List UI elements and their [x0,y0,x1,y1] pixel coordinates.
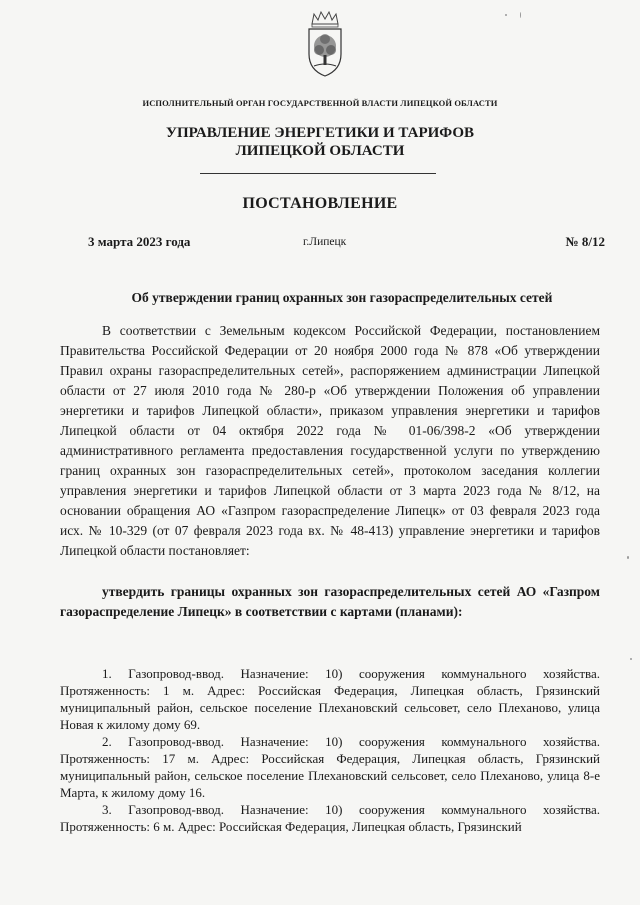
items-list [60,665,600,835]
scan-speck [505,14,507,16]
scan-speck [520,12,521,18]
list-item: 3. Газопровод-ввод. Назначение: 10) сооружения коммунального хозяйства. Протяженность: 6 м. Адрес: Российская Федерация, Липецкая область, Грязинский [60,802,600,834]
document-city: г.Липецк [303,236,347,248]
coat-of-arms-icon [304,8,346,80]
department-title-line2: ЛИПЕЦКОЙ ОБЛАСТИ [235,143,405,159]
department-title [0,124,640,160]
list-item: 1. Газопровод-ввод. Назначение: 10) сооружения коммунального хозяйства. Протяженность: 1 м. Адрес: Российская Федерация, Липецкая область, Грязинский муниципальный район, сельское поселение Плехановский сельсовет, село Плеханово, улица Новая к жилому дому 69. [60,666,600,732]
scan-speck [627,556,629,559]
preamble-paragraph: В соответствии с Земельным кодексом Российской Федерации, постановлением Правительства Российской Федерации от 20 ноября 2000 года № 878 «Об утверждении Правил охраны газораспределительных сетей», распоряжением администрации Липецкой области от 27 июля 2010 года № 280-р «Об утверждении Положения об управлении энергетики и тарифов Липецкой области», приказом управления энергетики и тарифов Липецкой области от 04 октября 2022 года № 01-06/398-2 «Об утверждении административного регламента предоставления государственной услуги по утверждению границ охранных зон газораспределительных сетей», протоколом заседания коллегии управления энергетики и тарифов Липецкой области от 3 марта 2023 года № 8/12, на основании обращения АО «Газпром газораспределение Липецк» от 03 февраля 2023 года исх. № 10-329 (от 07 февраля 2023 года вх. № 48-413) управление энергетики и тарифов Липецкой области постановляет: [60,323,600,558]
decree-paragraph: утвердить границы охранных зон газораспределительных сетей АО «Газпром газораспределение Липецк» в соответствии с картами (планами): [60,584,600,619]
department-title-line1: УПРАВЛЕНИЕ ЭНЕРГЕТИКИ И ТАРИФОВ [165,125,475,141]
document-subject: Об утверждении границ охранных зон газораспределительных сетей [131,290,553,305]
document-date: 3 марта 2023 года [88,234,191,249]
header-divider [200,173,436,174]
document-type: ПОСТАНОВЛЕНИЕ [242,195,398,212]
scan-speck [630,658,632,660]
list-item: 2. Газопровод-ввод. Назначение: 10) сооружения коммунального хозяйства. Протяженность: 17 м. Адрес: Российская Федерация, Липецкая область, Грязинский муниципальный район, сельское поселение Плехановский сельсовет, село Плеханово, улица 8-е Марта, к жилому дому 16. [60,734,600,800]
document-number: № 8/12 [565,234,605,249]
org-line: ИСПОЛНИТЕЛЬНЫЙ ОРГАН ГОСУДАРСТВЕННОЙ ВЛАСТИ ЛИПЕЦКОЙ ОБЛАСТИ [142,98,498,108]
